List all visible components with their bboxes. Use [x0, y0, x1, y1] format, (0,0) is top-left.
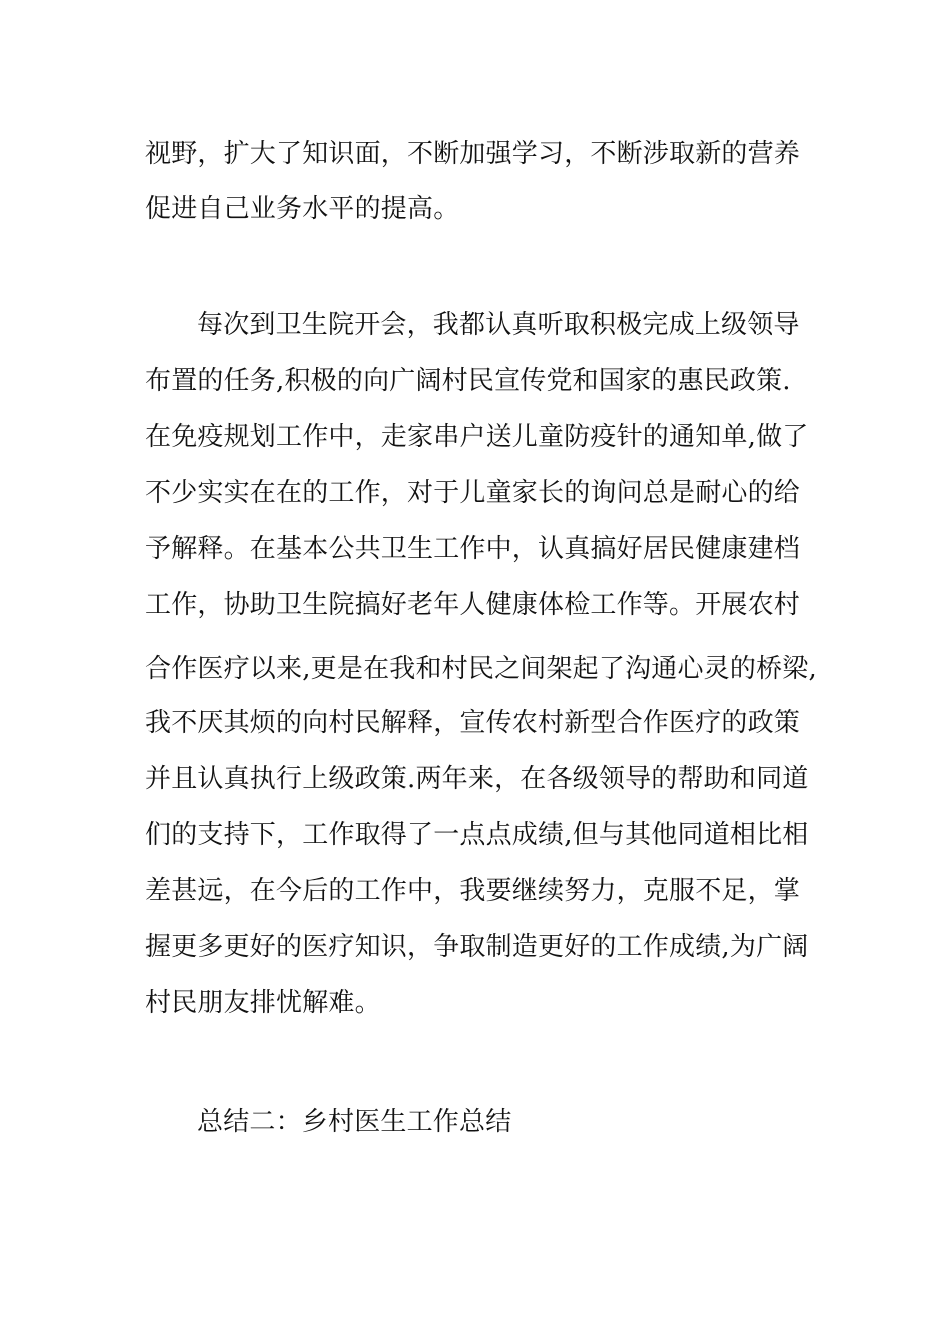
section-heading: 总结二：乡村医生工作总结 — [197, 1107, 512, 1137]
paragraph-2-line-3: 在免疫规划工作中，走家串户送儿童防疫针的通知单,做了 — [145, 422, 809, 452]
paragraph-2-line-5: 予解释。在基本公共卫生工作中，认真搞好居民健康建档 — [145, 534, 801, 564]
paragraph-1-line-2: 促进自己业务水平的提高。 — [145, 194, 460, 224]
paragraph-2-line-6: 工作，协助卫生院搞好老年人健康体检工作等。开展农村 — [145, 590, 801, 620]
paragraph-2-line-10: 们的支持下，工作取得了一点点成绩,但与其他同道相比相 — [145, 820, 809, 850]
paragraph-2-line-11: 差甚远，在今后的工作中，我要继续努力，克服不足，掌 — [145, 876, 801, 906]
paragraph-2-line-9: 并且认真执行上级政策.两年来，在各级领导的帮助和同道 — [145, 764, 809, 794]
paragraph-2-line-2: 布置的任务,积极的向广阔村民宣传党和国家的惠民政策. — [145, 366, 791, 396]
paragraph-2-line-12: 握更多更好的医疗知识，争取制造更好的工作成绩,为广阔 — [145, 932, 809, 962]
paragraph-2-line-4: 不少实实在在的工作，对于儿童家长的询问总是耐心的给 — [145, 478, 801, 508]
paragraph-2-line-8: 我不厌其烦的向村民解释，宣传农村新型合作医疗的政策 — [145, 708, 801, 738]
paragraph-2-line-13: 村民朋友排忧解难。 — [145, 988, 381, 1018]
paragraph-1-line-1: 视野，扩大了知识面，不断加强学习，不断涉取新的营养 — [145, 139, 801, 169]
paragraph-2-line-7: 合作医疗以来,更是在我和村民之间架起了沟通心灵的桥梁, — [145, 654, 817, 684]
paragraph-2-line-1: 每次到卫生院开会，我都认真听取积极完成上级领导 — [197, 310, 800, 340]
